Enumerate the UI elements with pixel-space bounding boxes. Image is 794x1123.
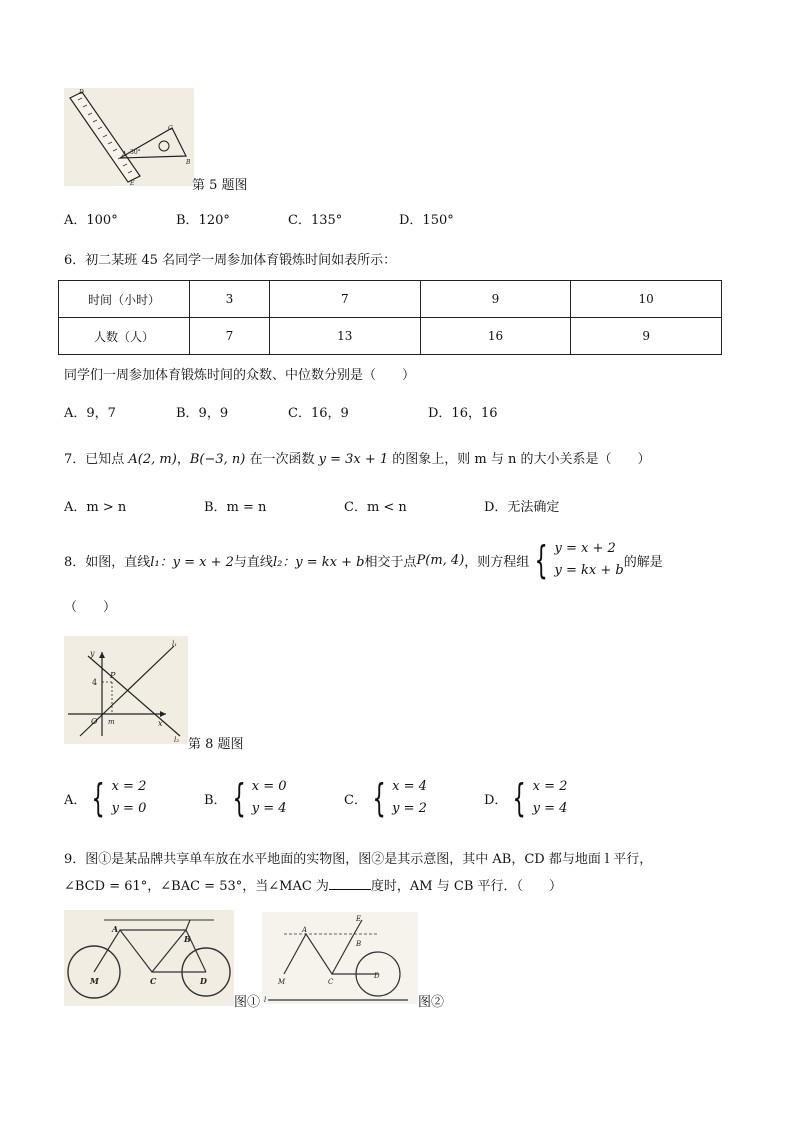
table-cell: 7 xyxy=(190,318,270,355)
q8-point: P(m, 4) xyxy=(416,552,465,568)
q8-stem xyxy=(64,538,663,582)
line-intersection-diagram xyxy=(64,636,188,744)
fig9a-C-label: C xyxy=(150,976,157,986)
q6-table xyxy=(58,280,722,355)
q8-l2: l₂：y = kx + b xyxy=(272,554,365,570)
option-row1: x = 2 xyxy=(111,779,147,794)
q8-system-row1: y = x + 2 xyxy=(554,541,616,556)
label-D: D xyxy=(79,89,84,96)
q8-system-outro: 的解是 xyxy=(623,554,663,570)
table-row xyxy=(59,281,722,318)
q9-line2-b: 度时，AM 与 CB 平行．（ ） xyxy=(370,879,563,894)
q8-l1: l₁：y = x + 2 xyxy=(150,554,234,570)
q7-function: y = 3x + 1 xyxy=(318,452,389,467)
label-A: A xyxy=(122,151,127,158)
fig9a-D-label: D xyxy=(200,976,207,986)
brace-icon: { xyxy=(534,538,549,582)
fig9b-C-label: C xyxy=(328,978,334,986)
q7-point-b: B(−3, n) xyxy=(189,452,246,467)
bicycle-schematic-diagram xyxy=(262,912,418,1004)
q9-figure-1 xyxy=(64,910,234,1006)
q8-option-c xyxy=(344,776,427,820)
fig9b-A-label: A xyxy=(302,926,308,934)
q8-paren: （ ） xyxy=(64,600,117,615)
fig8-o-label: O xyxy=(91,717,98,726)
q6-option-c: C．16，9 xyxy=(288,406,349,421)
table-cell: 9 xyxy=(571,318,722,355)
q6-option-b: B．9，9 xyxy=(176,406,229,421)
q7-point-a: A(2, m) xyxy=(128,452,177,467)
option-system xyxy=(367,776,427,820)
table-cell: 3 xyxy=(190,281,270,318)
brace-icon: { xyxy=(372,776,386,820)
q7-option-a: A．m > n xyxy=(64,500,127,515)
q7-mid: 在一次函数 xyxy=(245,452,319,467)
fig8-y-label: y xyxy=(90,649,95,658)
option-letter: D． xyxy=(484,792,508,808)
fig9a-A-label: A xyxy=(112,924,119,934)
option-row1: x = 4 xyxy=(392,779,427,794)
fig8-l1-label: l₁ xyxy=(172,640,178,648)
q8-option-b xyxy=(204,776,287,820)
q7-sep: ， xyxy=(176,452,190,467)
fig9a-B-label: B xyxy=(184,934,191,944)
brace-icon: { xyxy=(512,776,527,820)
q7-option-d: D．无法确定 xyxy=(484,500,560,515)
q8-option-d xyxy=(484,776,567,820)
option-system xyxy=(86,776,146,820)
fig9b-l-label: l xyxy=(264,996,267,1004)
q5-caption: 第 5 题图 xyxy=(192,178,248,193)
fig9b-M-label: M xyxy=(278,978,286,986)
q8-figure xyxy=(64,636,188,744)
q7-option-c: C．m < n xyxy=(344,500,407,515)
option-system xyxy=(227,776,287,820)
q5-option-a: A．100° xyxy=(64,213,118,228)
fig9b-D-label: D xyxy=(374,972,380,980)
fig8-four-label: 4 xyxy=(92,678,98,687)
fig9b-E-label: E xyxy=(356,915,362,923)
option-row2: y = 4 xyxy=(251,801,287,816)
q5-option-b: B．120° xyxy=(176,213,230,228)
option-row1: x = 2 xyxy=(532,779,568,794)
q9-line2 xyxy=(64,875,562,894)
q9-caption-2: 图② xyxy=(418,995,445,1010)
label-B: B xyxy=(186,159,191,166)
q8-caption: 第 8 题图 xyxy=(188,737,244,752)
q6-option-a: A．9，7 xyxy=(64,406,116,421)
q6-question: 同学们一周参加体育锻炼时间的众数、中位数分别是（ ） xyxy=(64,368,416,383)
q7-option-b: B．m = n xyxy=(204,500,267,515)
table-row xyxy=(59,318,722,355)
option-row1: x = 0 xyxy=(251,779,287,794)
table-header-cell: 时间（小时） xyxy=(59,281,190,318)
option-letter: C． xyxy=(344,792,367,808)
fig8-p-label: P xyxy=(110,671,116,680)
q9-figure-2 xyxy=(262,912,418,1004)
table-cell: 10 xyxy=(571,281,722,318)
option-row2: y = 0 xyxy=(111,801,147,816)
label-E: E xyxy=(130,180,135,186)
brace-icon: { xyxy=(91,776,106,820)
q8-option-a xyxy=(64,776,146,820)
q6-stem: 6．初二某班 45 名同学一周参加体育锻炼时间如表所示： xyxy=(64,253,397,268)
table-cell: 13 xyxy=(269,318,420,355)
fig8-x-label: x xyxy=(158,719,163,728)
q5-option-d: D．150° xyxy=(399,213,454,228)
q8-intersect: 相交于点 xyxy=(364,554,417,570)
label-C: C xyxy=(168,125,173,132)
q5-option-c: C．135° xyxy=(288,213,343,228)
fig8-m-label: m xyxy=(108,718,115,726)
table-header-cell: 人数（人） xyxy=(59,318,190,355)
option-letter: B． xyxy=(204,792,227,808)
ruler-triangle-diagram xyxy=(64,88,194,186)
table-cell: 7 xyxy=(269,281,420,318)
angle-30-label: 30° xyxy=(130,149,141,156)
q8-system-intro: ，则方程组 xyxy=(464,554,530,570)
q7-prefix: 7．已知点 xyxy=(64,452,129,467)
q5-figure xyxy=(64,88,194,186)
q8-equation-system xyxy=(529,538,623,582)
fig9b-B-label: B xyxy=(356,940,362,948)
q8-prefix: 8．如图，直线 xyxy=(64,554,151,570)
option-system xyxy=(507,776,567,820)
q7-stem xyxy=(64,448,651,467)
option-letter: A． xyxy=(64,792,87,808)
q8-system-row2: y = kx + b xyxy=(554,563,624,578)
table-cell: 16 xyxy=(420,318,571,355)
q9-line1: 9．图①是某品牌共享单车放在水平地面的实物图，图②是其示意图，其中 AB，CD 都与地面 l 平行， xyxy=(64,852,653,867)
bicycle-photo-diagram xyxy=(64,910,234,1006)
answer-blank[interactable] xyxy=(329,877,371,890)
q9-line2-a: ∠BCD = 61°，∠BAC = 53°，当∠MAC 为 xyxy=(64,879,329,894)
brace-icon: { xyxy=(232,776,246,820)
fig9a-M-label: M xyxy=(90,976,99,986)
q7-suffix: 的图象上，则 m 与 n 的大小关系是（ ） xyxy=(388,452,651,467)
option-row2: y = 4 xyxy=(532,801,568,816)
q9-caption-1: 图① xyxy=(234,995,261,1010)
q8-with: 与直线 xyxy=(233,554,273,570)
fig8-l2-label: l₂ xyxy=(174,736,180,744)
option-row2: y = 2 xyxy=(392,801,427,816)
table-cell: 9 xyxy=(420,281,571,318)
q6-option-d: D．16，16 xyxy=(428,406,498,421)
